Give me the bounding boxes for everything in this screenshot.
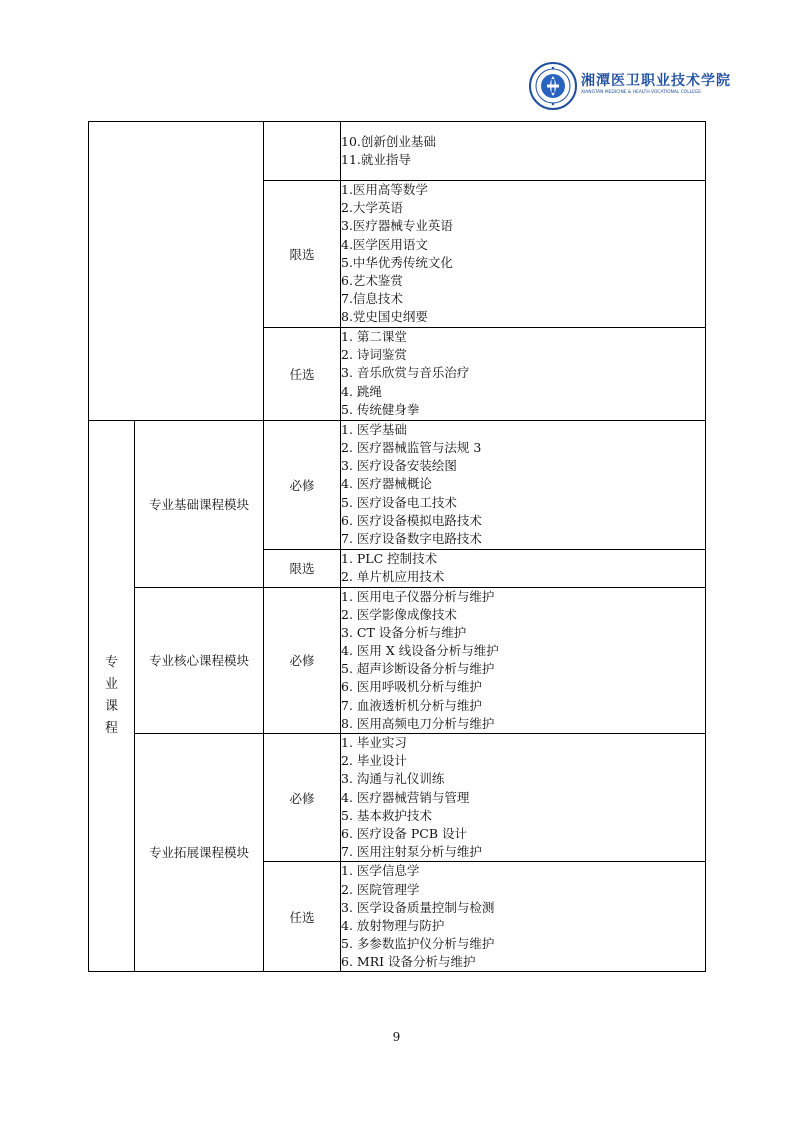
list-item: 3. 沟通与礼仪训练 [341, 771, 445, 787]
list-item: 1. 第二课堂 [341, 329, 407, 345]
module-label: 专业核心课程模块 [135, 587, 264, 734]
course-list [341, 122, 706, 181]
module-label: 专业基础课程模块 [135, 420, 264, 587]
logo-chinese-name: 湘潭医卫职业技术学院 [581, 73, 731, 89]
label-char: 业 [104, 676, 118, 692]
label-char: 程 [104, 720, 118, 736]
major-courses-label [89, 420, 135, 972]
list-item: 5. 基本救护技术 [341, 807, 432, 823]
list-item: 8.党史国史纲要 [341, 309, 428, 325]
list-item: 4.医学医用语文 [341, 236, 428, 252]
module-label: 专业拓展课程模块 [135, 734, 264, 972]
list-item: 3.医疗器械专业英语 [341, 218, 453, 234]
category-label: 必修 [264, 420, 341, 549]
list-item: 1. 医学信息学 [341, 863, 420, 879]
category-label: 限选 [264, 181, 341, 328]
list-item: 2.大学英语 [341, 200, 403, 216]
course-list [341, 734, 706, 862]
list-item: 7. 血液透析机分析与维护 [341, 697, 482, 713]
course-list [341, 181, 706, 328]
logo-english-name: XIANGTAN MEDICINE & HEALTH VOCATIONAL COLLEGE [581, 90, 702, 95]
list-item: 2. 医疗器械监管与法规 3 [341, 440, 482, 456]
list-item: 1. 医学基础 [341, 421, 407, 437]
list-item: 6. 医用呼吸机分析与维护 [341, 679, 482, 695]
list-item: 5. 多参数监护仪分析与维护 [341, 936, 495, 952]
list-item: 10.创新创业基础 [341, 133, 436, 149]
list-item: 3. CT 设备分析与维护 [341, 624, 467, 640]
list-item: 2. 毕业设计 [341, 753, 407, 769]
category-label: 必修 [264, 734, 341, 862]
list-item: 4. 放射物理与防护 [341, 917, 445, 933]
list-item: 8. 医用高频电刀分析与维护 [341, 715, 495, 731]
table-row [89, 734, 706, 862]
college-emblem-icon [529, 62, 577, 110]
list-item: 2. 医学影像成像技术 [341, 606, 457, 622]
list-item: 7. 医疗设备数字电路技术 [341, 530, 482, 546]
list-item: 1.医用高等数学 [341, 182, 428, 197]
list-item: 11.就业指导 [341, 152, 411, 167]
college-logo [529, 62, 729, 112]
list-item: 5. 超声诊断设备分析与维护 [341, 661, 495, 677]
list-item: 1. 毕业实习 [341, 735, 407, 750]
list-item: 3. 音乐欣赏与音乐治疗 [341, 365, 470, 381]
list-item: 4. 跳绳 [341, 383, 382, 399]
list-item: 6. 医疗设备 PCB 设计 [341, 825, 468, 841]
category-label: 限选 [264, 549, 341, 587]
label-char: 课 [104, 698, 118, 714]
list-item: 6. 医疗设备模拟电路技术 [341, 512, 482, 528]
course-list [341, 420, 706, 549]
list-item: 1. PLC 控制技术 [341, 550, 438, 566]
course-table [88, 121, 706, 972]
label-char: 专 [104, 654, 118, 670]
course-list [341, 587, 706, 734]
course-list [341, 549, 706, 587]
list-item: 5.中华优秀传统文化 [341, 254, 453, 270]
blank-cell [89, 122, 264, 421]
list-item: 2. 医院管理学 [341, 881, 420, 897]
category-label: 必修 [264, 587, 341, 734]
list-item: 2. 诗词鉴赏 [341, 347, 407, 363]
list-item: 6.艺术鉴赏 [341, 272, 403, 288]
list-item: 2. 单片机应用技术 [341, 569, 445, 584]
list-item: 6. MRI 设备分析与维护 [341, 954, 476, 970]
list-item: 4. 医疗器械概论 [341, 476, 432, 492]
course-list [341, 327, 706, 420]
category-label: 任选 [264, 862, 341, 972]
list-item: 4. 医用 X 线设备分析与维护 [341, 643, 499, 659]
blank-cell [264, 122, 341, 181]
list-item: 5. 传统健身拳 [341, 401, 420, 417]
list-item: 3. 医疗设备安装绘图 [341, 458, 457, 474]
category-label: 任选 [264, 327, 341, 420]
list-item: 5. 医疗设备电工技术 [341, 494, 457, 510]
list-item: 1. 医用电子仪器分析与维护 [341, 588, 495, 604]
course-list [341, 862, 706, 972]
page-number: 9 [392, 1030, 401, 1044]
table-row [89, 587, 706, 734]
table-row [89, 122, 706, 181]
list-item: 7. 医用注射泵分析与维护 [341, 844, 482, 860]
list-item: 4. 医疗器械营销与管理 [341, 789, 470, 805]
list-item: 3. 医学设备质量控制与检测 [341, 899, 495, 915]
table-row [89, 420, 706, 549]
list-item: 7.信息技术 [341, 291, 403, 307]
